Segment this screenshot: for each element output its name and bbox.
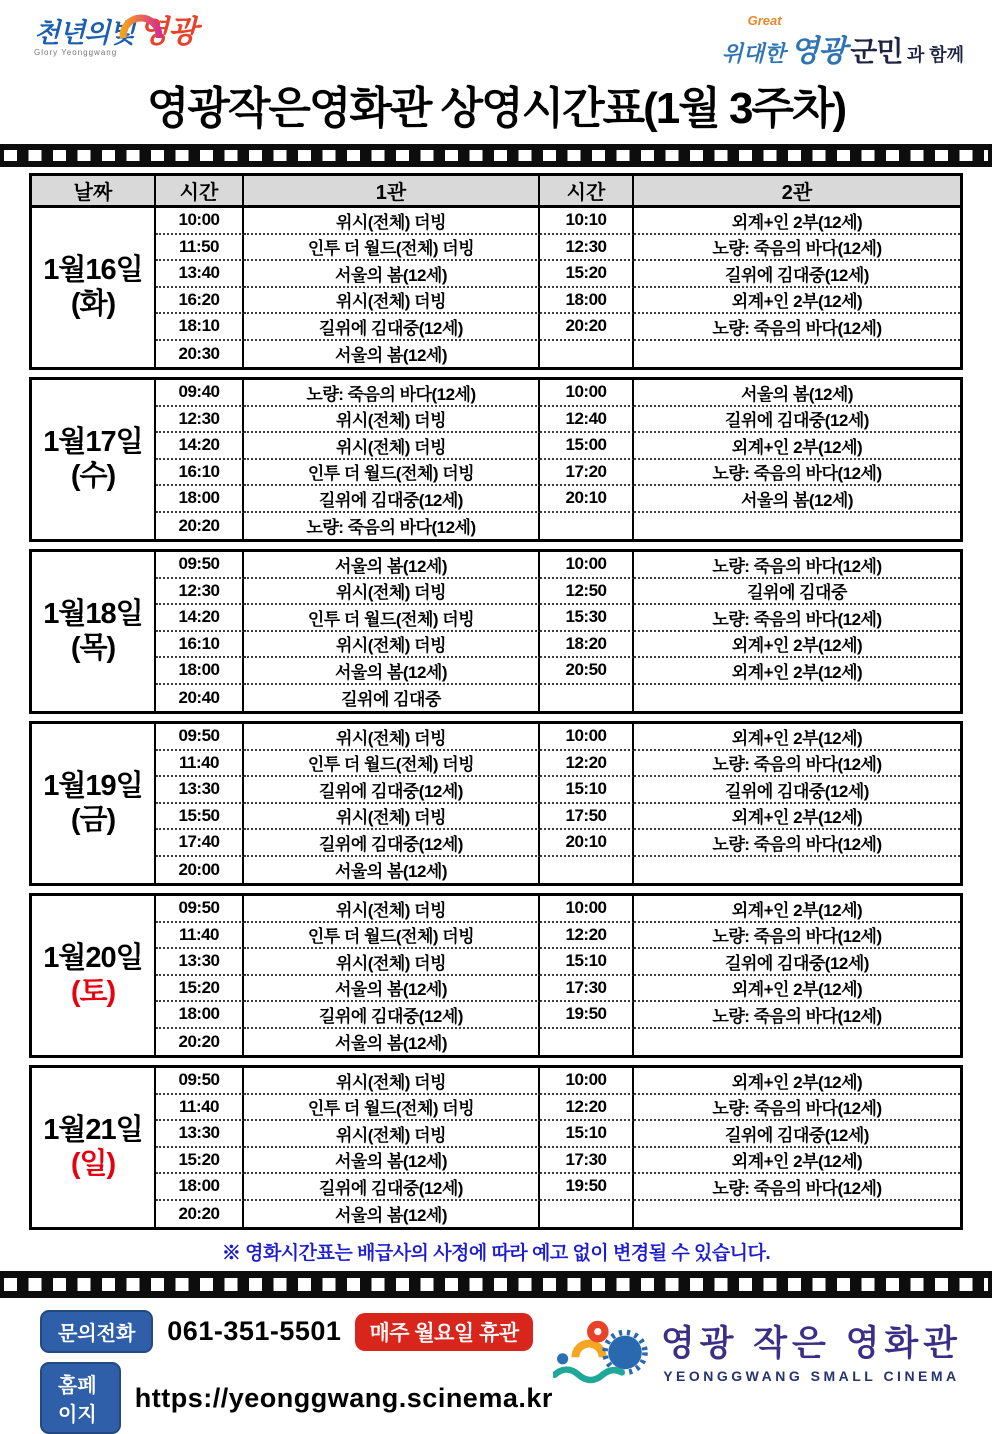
phone-number: 061-351-5501 <box>167 1316 342 1346</box>
filmstrip-holes <box>4 150 988 161</box>
showtime-cell: 20:20 <box>156 513 244 540</box>
date-cell <box>32 896 156 1055</box>
sun-arc-icon <box>118 4 164 38</box>
movie-title-cell: 노량: 죽음의 바다(12세) <box>244 380 540 407</box>
page-header <box>0 0 992 70</box>
logo-text-blue: 천년의빛 <box>34 18 135 48</box>
movie-title-cell: 서울의 봄(12세) <box>244 1148 540 1175</box>
weekday-label: (수) <box>70 459 116 492</box>
movie-title-cell: 인투 더 월드(전체) 더빙 <box>244 751 540 778</box>
movie-title-cell: 위시(전체) 더빙 <box>244 288 540 315</box>
movie-title-cell: 노량: 죽음의 바다(12세) <box>634 605 960 632</box>
weekday-label: (금) <box>70 803 116 836</box>
cinema-logo <box>553 1314 962 1386</box>
showtime-cell: 18:20 <box>540 632 634 659</box>
showtime-cell: 09:50 <box>156 552 244 579</box>
showtime-cell: 15:00 <box>540 433 634 460</box>
movie-title-cell <box>634 1029 960 1056</box>
showtime-cell: 12:30 <box>156 579 244 606</box>
movie-title-cell <box>634 1201 960 1228</box>
showtime-cell: 12:40 <box>540 407 634 434</box>
showtime-cell: 17:50 <box>540 804 634 831</box>
showtime-cell: 19:50 <box>540 1002 634 1029</box>
day-block <box>29 721 963 886</box>
showtime-cell <box>540 857 634 884</box>
movie-title-cell: 노량: 죽음의 바다(12세) <box>244 513 540 540</box>
showtime-cell: 20:20 <box>540 314 634 341</box>
movie-title-cell: 위시(전체) 더빙 <box>244 896 540 923</box>
showtime-cell: 10:00 <box>540 380 634 407</box>
col-header-screen2: 2관 <box>781 182 813 204</box>
showtime-cell: 12:30 <box>540 235 634 262</box>
showtime-cell: 12:30 <box>156 407 244 434</box>
showtime-cell: 15:10 <box>540 949 634 976</box>
movie-title-cell: 노량: 죽음의 바다(12세) <box>634 460 960 487</box>
movie-title-cell: 길위에 김대중(12세) <box>634 407 960 434</box>
showtime-cell: 20:00 <box>156 857 244 884</box>
movie-title-cell: 길위에 김대중(12세) <box>634 777 960 804</box>
movie-title-cell: 노량: 죽음의 바다(12세) <box>634 314 960 341</box>
showtime-cell: 18:00 <box>156 486 244 513</box>
movie-title-cell: 서울의 봄(12세) <box>634 380 960 407</box>
day-block <box>29 1065 963 1230</box>
movie-title-cell: 노량: 죽음의 바다(12세) <box>634 552 960 579</box>
contact-info <box>40 1310 553 1434</box>
showtime-cell: 18:00 <box>156 1174 244 1201</box>
movie-title-cell: 외계+인 2부(12세) <box>634 724 960 751</box>
showtime-cell: 13:30 <box>156 1121 244 1148</box>
homepage-row <box>40 1362 553 1434</box>
showtime-cell: 13:30 <box>156 949 244 976</box>
movie-title-cell <box>634 341 960 368</box>
showtime-cell: 17:30 <box>540 1148 634 1175</box>
date-cell <box>32 552 156 711</box>
showtime-cell: 12:20 <box>540 751 634 778</box>
movie-title-cell: 위시(전체) 더빙 <box>244 949 540 976</box>
slogan-blue-big: 영광 <box>789 35 846 68</box>
phone-row <box>40 1310 553 1353</box>
showtime-cell: 12:20 <box>540 923 634 950</box>
day-block <box>29 893 963 1058</box>
showtime-cell: 10:00 <box>540 724 634 751</box>
movie-title-cell: 길위에 김대중(12세) <box>634 949 960 976</box>
showtime-cell: 17:40 <box>156 830 244 857</box>
movie-title-cell: 노량: 죽음의 바다(12세) <box>634 751 960 778</box>
day-block <box>29 205 963 370</box>
showtime-cell: 20:20 <box>156 1201 244 1228</box>
weekday-label: (일) <box>70 1147 116 1180</box>
movie-title-cell: 길위에 김대중(12세) <box>244 830 540 857</box>
showtime-cell <box>540 341 634 368</box>
movie-title-cell <box>634 513 960 540</box>
cinema-name-english: YEONGGWANG SMALL CINEMA <box>663 1368 960 1384</box>
movie-title-cell: 노량: 죽음의 바다(12세) <box>634 830 960 857</box>
weekday-label: (화) <box>70 287 116 320</box>
movie-title-cell: 길위에 김대중(12세) <box>244 1002 540 1029</box>
movie-title-cell: 길위에 김대중(12세) <box>634 261 960 288</box>
showtime-cell: 10:00 <box>540 552 634 579</box>
movie-title-cell: 외계+인 2부(12세) <box>634 208 960 235</box>
showtime-cell: 10:10 <box>540 208 634 235</box>
showtime-cell: 09:50 <box>156 896 244 923</box>
showtime-cell: 16:10 <box>156 632 244 659</box>
showtime-cell: 14:20 <box>156 433 244 460</box>
schedule-change-notice: ※ 영화시간표는 배급사의 사정에 따라 예고 없이 변경될 수 있습니다. <box>221 1243 771 1264</box>
movie-title-cell: 노량: 죽음의 바다(12세) <box>634 1002 960 1029</box>
cinema-name-korean: 영광 작은 영화관 <box>660 1324 962 1363</box>
homepage-url: https://yeonggwang.scinema.kr <box>134 1382 553 1413</box>
movie-title-cell: 노량: 죽음의 바다(12세) <box>634 923 960 950</box>
closed-monday-badge: 매주 월요일 휴관 <box>355 1313 532 1351</box>
slogan-dark-small: 과 함께 <box>906 45 964 65</box>
showtime-cell: 09:50 <box>156 1068 244 1095</box>
showtime-cell: 12:50 <box>540 579 634 606</box>
movie-title-cell: 외계+인 2부(12세) <box>634 1148 960 1175</box>
showtime-cell: 11:40 <box>156 923 244 950</box>
movie-title-cell: 인투 더 월드(전체) 더빙 <box>244 923 540 950</box>
weekday-label: (토) <box>70 975 116 1008</box>
showtime-cell: 15:10 <box>540 1121 634 1148</box>
showtime-cell: 15:10 <box>540 777 634 804</box>
slogan-dark-big: 군민 <box>850 36 903 67</box>
movie-title-cell: 위시(전체) 더빙 <box>244 208 540 235</box>
date-cell <box>32 724 156 883</box>
movie-title-cell: 위시(전체) 더빙 <box>244 632 540 659</box>
showtime-cell: 19:50 <box>540 1174 634 1201</box>
movie-title-cell: 외계+인 2부(12세) <box>634 1068 960 1095</box>
schedule-table <box>29 173 963 1230</box>
movie-title-cell: 서울의 봄(12세) <box>244 976 540 1003</box>
movie-title-cell: 서울의 봄(12세) <box>244 341 540 368</box>
homepage-label-badge: 홈페이지 <box>40 1362 121 1434</box>
showtime-cell: 09:50 <box>156 724 244 751</box>
showtime-cell: 16:20 <box>156 288 244 315</box>
movie-title-cell: 길위에 김대중 <box>634 579 960 606</box>
date-cell <box>32 380 156 539</box>
movie-title-cell: 서울의 봄(12세) <box>244 1201 540 1228</box>
logo-caption: Glory Yeonggwang <box>34 48 118 57</box>
movie-title-cell: 위시(전체) 더빙 <box>244 724 540 751</box>
showtime-cell: 20:20 <box>156 1029 244 1056</box>
showtime-cell: 09:40 <box>156 380 244 407</box>
movie-title-cell: 외계+인 2부(12세) <box>634 288 960 315</box>
schedule-blocks <box>29 205 963 1230</box>
date-cell <box>32 1068 156 1227</box>
movie-title-cell: 서울의 봄(12세) <box>244 261 540 288</box>
filmstrip-divider-top <box>0 144 992 167</box>
cinema-logo-text <box>661 1316 962 1384</box>
showtime-cell: 20:10 <box>540 830 634 857</box>
movie-title-cell: 위시(전체) 더빙 <box>244 407 540 434</box>
movie-title-cell: 길위에 김대중(12세) <box>244 314 540 341</box>
showtime-cell: 14:20 <box>156 605 244 632</box>
day-block <box>29 377 963 542</box>
showtime-cell: 17:20 <box>540 460 634 487</box>
movie-title-cell: 인투 더 월드(전체) 더빙 <box>244 460 540 487</box>
table-header-row <box>29 173 963 205</box>
showtime-cell: 10:00 <box>540 896 634 923</box>
showtime-cell: 20:40 <box>156 685 244 712</box>
movie-title-cell: 인투 더 월드(전체) 더빙 <box>244 235 540 262</box>
showtime-cell: 20:30 <box>156 341 244 368</box>
col-header-screen1: 1관 <box>244 176 540 205</box>
showtime-cell: 20:50 <box>540 658 634 685</box>
movie-title-cell: 길위에 김대중(12세) <box>244 486 540 513</box>
filmstrip-holes <box>4 1278 988 1291</box>
showtime-cell <box>540 1201 634 1228</box>
movie-title-cell: 서울의 봄(12세) <box>244 857 540 884</box>
movie-title-cell: 노량: 죽음의 바다(12세) <box>634 235 960 262</box>
showtime-cell: 18:00 <box>156 658 244 685</box>
showtime-cell: 18:00 <box>540 288 634 315</box>
col-header-date: 날짜 <box>32 176 156 205</box>
col-header-time1: 시간 <box>156 176 244 205</box>
showtime-cell: 11:40 <box>156 751 244 778</box>
showtime-cell: 16:10 <box>156 460 244 487</box>
date-label: 1월19일 <box>43 770 143 803</box>
page-footer <box>0 1298 992 1434</box>
movie-title-cell: 외계+인 2부(12세) <box>634 632 960 659</box>
showtime-cell: 20:10 <box>540 486 634 513</box>
page-title: 영광작은영화관 상영시간표(1월 3주차) <box>146 84 846 133</box>
movie-title-cell: 외계+인 2부(12세) <box>634 804 960 831</box>
movie-title-cell: 서울의 봄(12세) <box>244 1029 540 1056</box>
date-label: 1월21일 <box>43 1114 143 1147</box>
col-header-time2: 시간 <box>540 176 634 205</box>
great-yeonggwang-slogan-logo <box>721 13 964 70</box>
slogan-blue-small: 위대한 <box>721 41 786 66</box>
date-label: 1월18일 <box>43 598 143 631</box>
date-label: 1월20일 <box>43 942 143 975</box>
movie-title-cell: 외계+인 2부(12세) <box>634 896 960 923</box>
date-label: 1월17일 <box>43 426 143 459</box>
movie-title-cell: 위시(전체) 더빙 <box>244 579 540 606</box>
slogan-great-label: Great <box>747 13 782 28</box>
showtime-cell: 15:30 <box>540 605 634 632</box>
movie-title-cell: 위시(전체) 더빙 <box>244 1068 540 1095</box>
movie-title-cell: 노량: 죽음의 바다(12세) <box>634 1174 960 1201</box>
date-label: 1월16일 <box>43 254 143 287</box>
movie-title-cell: 서울의 봄(12세) <box>634 486 960 513</box>
showtime-cell <box>540 513 634 540</box>
date-cell <box>32 208 156 367</box>
movie-title-cell: 서울의 봄(12세) <box>244 658 540 685</box>
showtime-cell: 15:20 <box>540 261 634 288</box>
movie-title-cell: 외계+인 2부(12세) <box>634 976 960 1003</box>
showtime-cell: 11:40 <box>156 1095 244 1122</box>
movie-title-cell: 길위에 김대중(12세) <box>244 777 540 804</box>
movie-title-cell: 길위에 김대중(12세) <box>244 1174 540 1201</box>
movie-title-cell: 위시(전체) 더빙 <box>244 804 540 831</box>
showtime-cell: 15:20 <box>156 976 244 1003</box>
showtime-cell: 13:40 <box>156 261 244 288</box>
weekday-label: (목) <box>70 631 116 664</box>
movie-title-cell: 위시(전체) 더빙 <box>244 433 540 460</box>
movie-title-cell: 인투 더 월드(전체) 더빙 <box>244 605 540 632</box>
showtime-cell: 10:00 <box>540 1068 634 1095</box>
showtime-cell <box>540 1029 634 1056</box>
showtime-cell: 17:30 <box>540 976 634 1003</box>
logo-text-red: 영광 <box>138 14 197 49</box>
movie-title-cell: 노량: 죽음의 바다(12세) <box>634 1095 960 1122</box>
showtime-cell: 15:50 <box>156 804 244 831</box>
showtime-cell: 18:00 <box>156 1002 244 1029</box>
movie-title-cell: 인투 더 월드(전체) 더빙 <box>244 1095 540 1122</box>
movie-title-cell: 위시(전체) 더빙 <box>244 1121 540 1148</box>
cinema-logo-icon <box>553 1314 649 1386</box>
showtime-cell: 13:30 <box>156 777 244 804</box>
movie-title-cell: 외계+인 2부(12세) <box>634 433 960 460</box>
showtime-cell: 18:10 <box>156 314 244 341</box>
showtime-cell: 10:00 <box>156 208 244 235</box>
phone-label-badge: 문의전화 <box>40 1310 153 1353</box>
day-block <box>29 549 963 714</box>
showtime-cell: 12:20 <box>540 1095 634 1122</box>
yeonggwang-county-logo <box>34 16 197 57</box>
filmstrip-divider-bottom <box>0 1271 992 1298</box>
showtime-cell: 11:50 <box>156 235 244 262</box>
movie-title-cell: 서울의 봄(12세) <box>244 552 540 579</box>
movie-title-cell <box>634 857 960 884</box>
movie-title-cell: 길위에 김대중 <box>244 685 540 712</box>
movie-title-cell <box>634 685 960 712</box>
showtime-cell <box>540 685 634 712</box>
showtime-cell: 15:20 <box>156 1148 244 1175</box>
movie-title-cell: 외계+인 2부(12세) <box>634 658 960 685</box>
movie-title-cell: 길위에 김대중(12세) <box>634 1121 960 1148</box>
